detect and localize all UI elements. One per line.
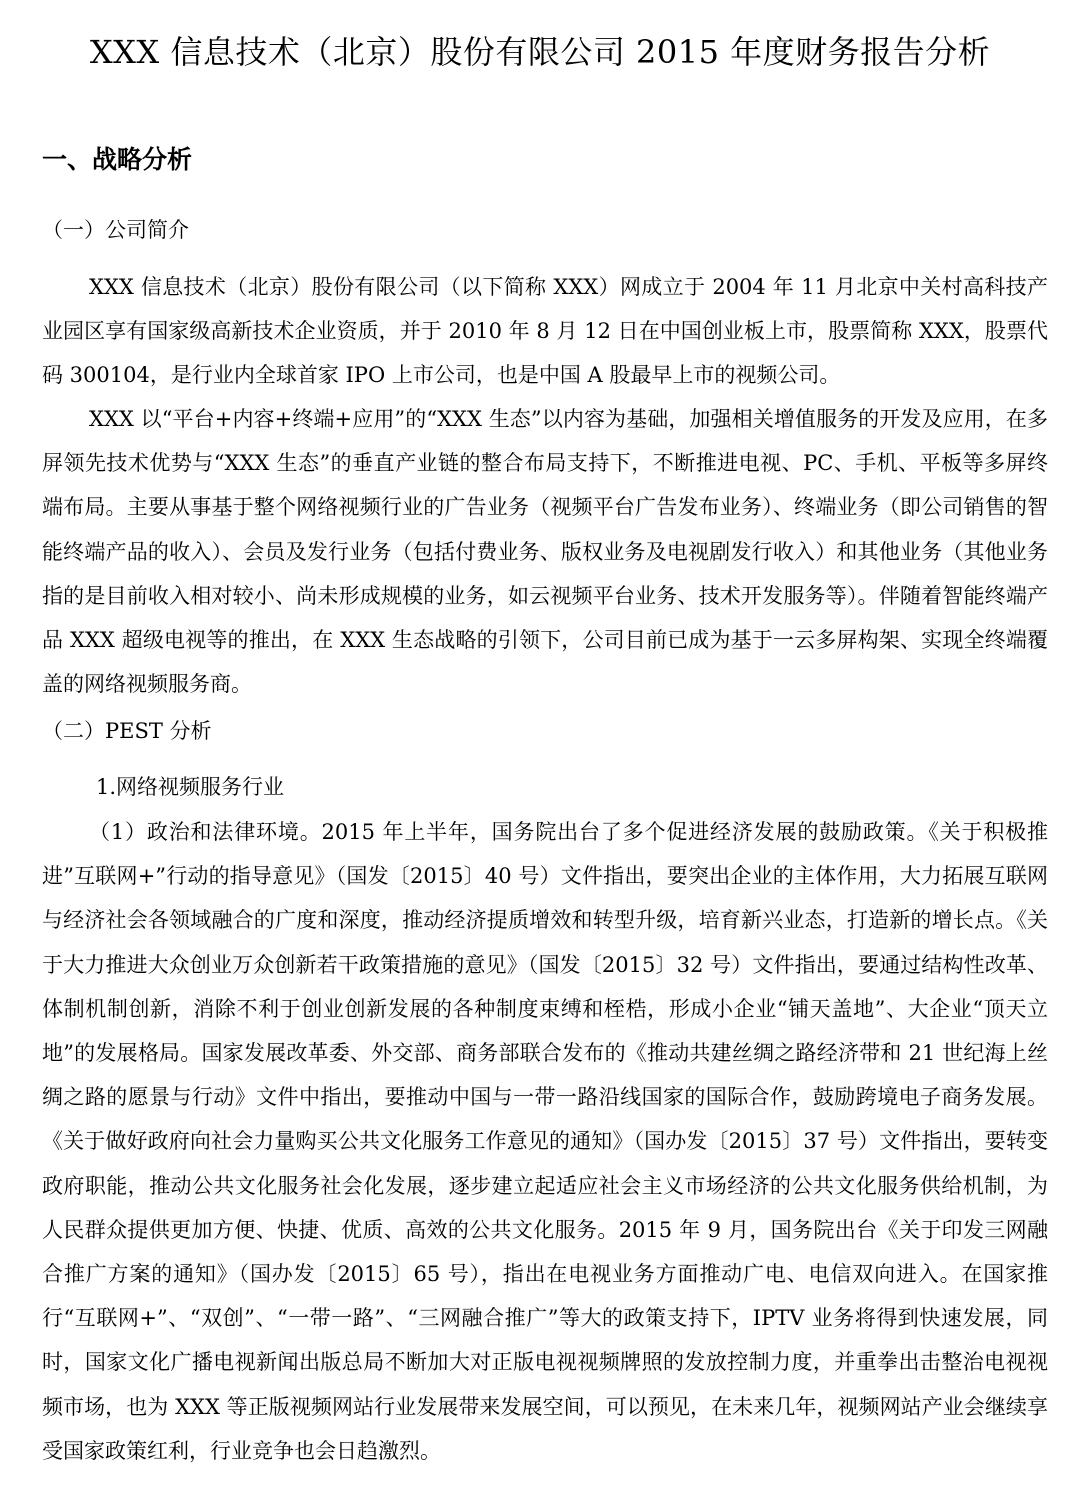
paragraph-ecosystem: XXX 以“平台+内容+终端+应用”的“XXX 生态”以内容为基础，加强相关增值服务的开发及应用，在多屏领先技术优势与“XXX 生态”的垂直产业链的整合布局支持下，不断推进电视、PC、手机、平板等多屏终端布局。主要从事基于整个网络视频行业的广告业务（视频平台广告发布业务）、终端业务（即公司销售的智能终端产品的收入）、会员及发行业务（包括付费业务、版权业务及电视剧发行收入）和其他业务（其他业务指的是目前收入相对较小、尚未形成规模的业务，如云视频平台业务、技术开发服务等）。伴随着智能终端产品 XXX 超级电视等的推出，在 XXX 生态战略的引领下，公司目前已成为基于一云多屏构架、实现全终端覆盖的网络视频服务商。 — [42, 407, 1048, 697]
subsection-heading-company-profile: （一）公司简介 — [42, 218, 189, 242]
subsubsection-heading-online-video-industry: 1.网络视频服务行业 — [96, 775, 285, 799]
section-heading-strategy-analysis: 一、战略分析 — [42, 145, 193, 174]
document-title: XXX 信息技术（北京）股份有限公司 2015 年度财务报告分析 — [89, 33, 991, 71]
paragraph-company-intro: XXX 信息技术（北京）股份有限公司（以下简称 XXX）网成立于 2004 年 11 月北京中关村高科技产业园区享有国家级高新技术企业资质，并于 2010 年 8 月 12 日在中国创业板上市，股票简称 XXX，股票代码 300104，是行业内全球首家 IPO 上市公司，也是中国 A 股最早上市的视频公司。 — [42, 275, 1048, 388]
subsection-heading-pest-analysis: （二）PEST 分析 — [42, 719, 212, 743]
paragraph-political-legal-environment: （1）政治和法律环境。2015 年上半年，国务院出台了多个促进经济发展的鼓励政策。《关于积极推进”互联网+”行动的指导意见》（国发〔2015〕40 号）文件指出，要突出企业的主体作用，大力拓展互联网与经济社会各领域融合的广度和深度，推动经济提质增效和转型升级，培育新兴业态，打造新的增长点。《关于大力推进大众创业万众创新若干政策措施的意见》（国发〔2015〕32 号）文件指出，要通过结构性改革、体制机制创新，消除不利于创业创新发展的各种制度束缚和桎梏，形成小企业“铺天盖地”、大企业“顶天立地”的发展格局。国家发展改革委、外交部、商务部联合发布的《推动共建丝绸之路经济带和 21 世纪海上丝绸之路的愿景与行动》文件中指出，要推动中国与一带一路沿线国家的国际合作，鼓励跨境电子商务发展。《关于做好政府向社会力量购买公共文化服务工作意见的通知》（国办发〔2015〕37 号）文件指出，要转变政府职能，推动公共文化服务社会化发展，逐步建立起适应社会主义市场经济的公共文化服务供给机制，为人民群众提供更加方便、快捷、优质、高效的公共文化服务。2015 年 9 月，国务院出台《关于印发三网融合推广方案的通知》（国办发〔2015〕65 号），指出在电视业务方面推动广电、电信双向进入。在国家推行“互联网+”、“双创”、“一带一路”、“三网融合推广”等大的政策支持下，IPTV 业务将得到快速发展，同时，国家文化广播电视新闻出版总局不断加大对正版电视视频牌照的发放控制力度，并重拳出击整治电视视频市场，也为 XXX 等正版视频网站行业发展带来发展空间，可以预见，在未来几年，视频网站产业会继续享受国家政策红利，行业竞争也会日趋激烈。 — [42, 820, 1048, 1463]
